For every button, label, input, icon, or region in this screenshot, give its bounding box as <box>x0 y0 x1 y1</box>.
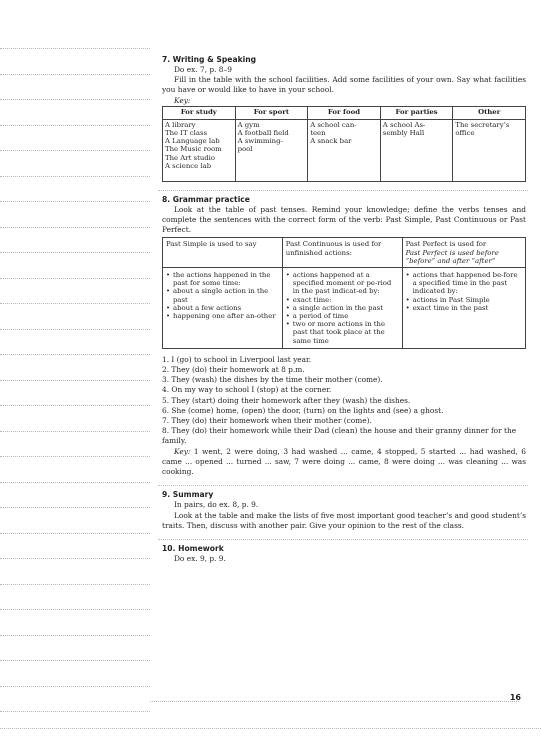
list-item: • about a few actions <box>166 304 279 312</box>
facilities-cell-study: A library The IT class A Language lab The Music room The Art studio A science lab <box>163 119 236 181</box>
list-item: • exact time in the past <box>406 304 522 312</box>
section-7-title: 7. Writing & Speaking <box>162 55 257 64</box>
note-line <box>0 201 150 202</box>
note-line <box>0 405 150 406</box>
list-item: • actions in Past Simple <box>406 296 522 304</box>
facilities-cell-food: A school can- teen A snack bar <box>308 119 381 181</box>
note-line <box>0 431 150 432</box>
past-perfect-header: Past Perfect is used for Past Perfect is used before “before” and after “after” <box>402 238 525 268</box>
note-line <box>0 558 150 559</box>
past-continuous-header: Past Continuous is used for unfinished actions: <box>282 238 402 268</box>
list-item: • actions that happened be-fore a specified time in the past indicated by: <box>406 271 522 296</box>
facilities-header-study: For study <box>163 106 236 119</box>
note-line <box>0 227 150 228</box>
list-item: • two or more actions in the past that took place at the same time <box>286 320 399 345</box>
facilities-cell-sport: A gym A football field A swimming- pool <box>235 119 308 181</box>
list-item: • happening one after an-other <box>166 312 279 320</box>
note-line <box>0 660 150 661</box>
note-line <box>0 354 150 355</box>
list-item: • actions happened at a specified moment or pe-riod in the past indicat-ed by: <box>286 271 399 296</box>
note-line <box>0 252 150 253</box>
facilities-header-other: Other <box>453 106 526 119</box>
sentence-2: 2. They (do) their homework at 8 p.m. <box>162 365 305 375</box>
past-tenses-table <box>162 237 526 348</box>
sentence-7: 7. They (do) their homework when their mother (come). <box>162 416 372 426</box>
facilities-table <box>162 106 526 182</box>
sentence-5: 5. They (start) doing their homework after they (wash) the dishes. <box>162 395 411 405</box>
note-line <box>0 329 150 330</box>
note-line <box>0 125 150 126</box>
note-line <box>0 482 150 483</box>
note-line <box>0 278 150 279</box>
facilities-header-food: For food <box>308 106 381 119</box>
section-8-instruction: Look at the table of past tenses. Remind your knowledge; define the verbs tenses and complete the sentences with the correct form of the verb: Past Simple, Past Continuous or Past Perfect. <box>162 204 526 235</box>
note-line <box>0 686 150 687</box>
list-item: • a period of time <box>286 312 399 320</box>
past-continuous-uses <box>282 268 402 349</box>
section-9-instruction: Look at the table and make the lists of five most important good teacher’s and good student’s traits. Then, discuss with another pair. Give your opinion to the rest of the class. <box>162 510 526 530</box>
note-line <box>0 609 150 610</box>
section-9-title: 9. Summary <box>162 490 214 500</box>
note-line <box>0 380 150 381</box>
sentence-6: 6. She (come) home, (open) the door, (turn) on the lights and (see) a ghost. <box>162 405 444 415</box>
bottom-rule <box>0 728 541 729</box>
list-item: • a single action in the past <box>286 304 399 312</box>
past-perfect-uses <box>402 268 525 349</box>
note-line <box>0 48 150 49</box>
list-item: • exact time: <box>286 296 399 304</box>
key-answers: 1 went, 2 were doing, 3 had washed ... came, 4 stopped, 5 started ... had washed, 6 came ... opened ... turned ... saw, 7 were doing ... came, 8 were doing ... was cleaning ... was cooking. <box>162 446 526 477</box>
facilities-header-sport: For sport <box>235 106 308 119</box>
note-line <box>0 176 150 177</box>
divider <box>158 539 528 540</box>
sentence-4: 4. On my way to school I (stop) at the corner. <box>162 385 332 395</box>
note-line <box>0 507 150 508</box>
note-line <box>0 74 150 75</box>
past-simple-uses <box>163 268 283 349</box>
section-10-title: 10. Homework <box>162 543 224 553</box>
note-line <box>0 584 150 585</box>
facilities-header-parties: For parties <box>380 106 453 119</box>
sentence-8: 8. They (do) their homework while their Dad (clean) the house and their granny dinner for the family. <box>162 426 517 446</box>
section-8-title: 8. Grammar practice <box>162 194 250 204</box>
section-10-exercise: Do ex. 9, p. 9. <box>174 553 226 563</box>
page-number: 16 <box>509 693 521 702</box>
list-item: • the actions happened in the past for some time: <box>166 271 279 287</box>
note-line <box>0 456 150 457</box>
note-line <box>0 533 150 534</box>
footer-rule <box>150 701 519 702</box>
past-simple-header: Past Simple is used to say <box>163 238 283 268</box>
lesson-content <box>162 55 526 564</box>
facilities-cell-other: The secretary’s office <box>453 119 526 181</box>
note-line <box>0 150 150 151</box>
note-line <box>0 711 150 712</box>
note-line <box>0 303 150 304</box>
section-8-key <box>162 447 526 478</box>
sentence-list <box>162 355 526 447</box>
sentence-3: 3. They (wash) the dishes by the time their mother (come). <box>162 375 383 385</box>
note-line <box>0 99 150 100</box>
list-item: • about a single action in the past <box>166 287 279 303</box>
note-line <box>0 635 150 636</box>
facilities-cell-parties: A school As- sembly Hall <box>380 119 453 181</box>
divider <box>158 485 528 486</box>
note-lines <box>0 48 150 738</box>
section-7-key-label: Key: <box>174 95 191 105</box>
key-label: Key: <box>174 446 191 456</box>
section-7-exercise: Do ex. 7, p. 8–9 <box>174 65 232 74</box>
sentence-1: 1. I (go) to school in Liverpool last year. <box>162 354 312 364</box>
section-9-exercise: In pairs, do ex. 8, p. 9. <box>174 500 259 510</box>
divider <box>158 190 528 191</box>
section-7-instruction: Fill in the table with the school facilities. Add some facilities of your own. Say what facilities you have or would like to have in your school. <box>162 75 526 95</box>
